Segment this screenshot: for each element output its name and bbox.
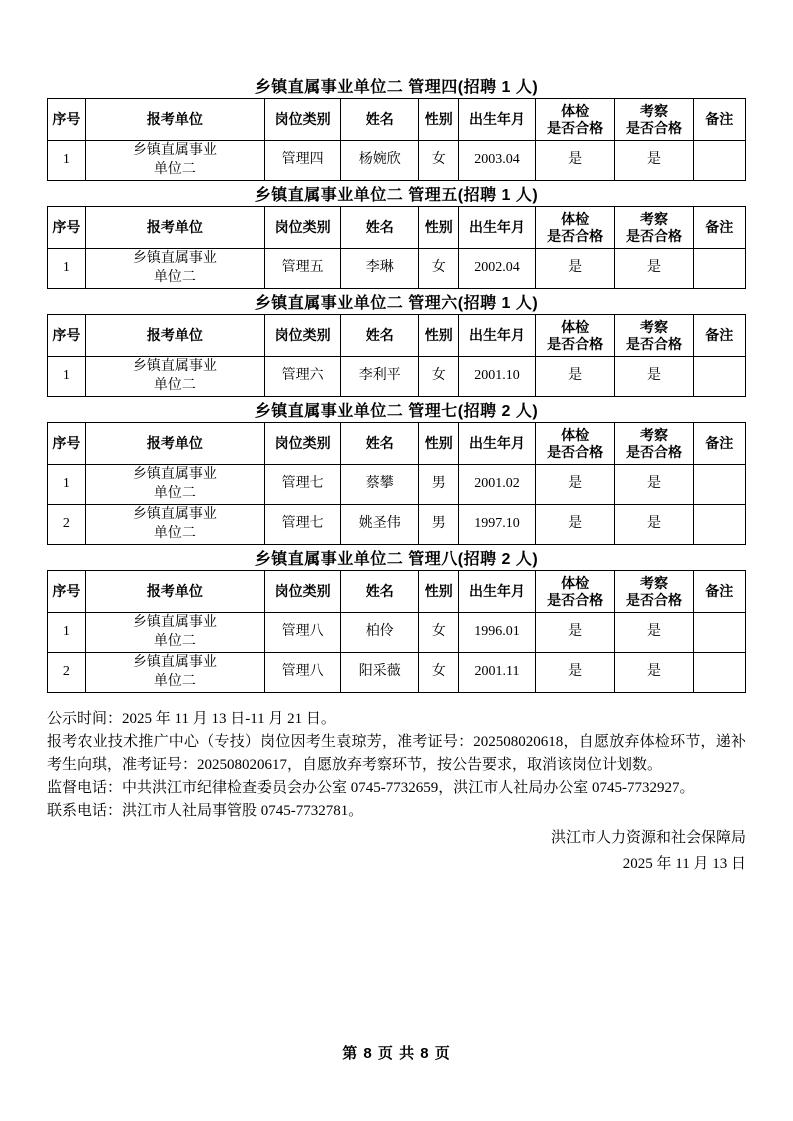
col-header-name: 姓名: [341, 207, 419, 249]
signature-date: 2025 年 11 月 13 日: [622, 856, 746, 872]
table-section-guanli8: [47, 550, 746, 693]
note-publicity-period: 公示时间：2025 年 11 月 13 日-11 月 21 日。: [47, 711, 336, 727]
col-header-physical: [535, 571, 615, 613]
cell-birth: 2001.02: [459, 465, 536, 505]
unit-line: 乡镇直属事业: [132, 507, 217, 523]
cell-birth: 2001.11: [459, 653, 536, 693]
unit-line: 乡镇直属事业: [132, 615, 217, 631]
cell-birth: 1996.01: [459, 613, 536, 653]
unit-line: 单位二: [153, 673, 196, 689]
table-title: 乡镇直属事业单位二 管理八(招聘 2 人): [254, 551, 539, 568]
col-header-name: 姓名: [341, 99, 419, 141]
cell-gender: 女: [419, 653, 459, 693]
col-header-post: 岗位类别: [265, 315, 341, 357]
table-header-row: [48, 571, 746, 613]
col-header-birth: 出生年月: [459, 315, 536, 357]
cell-inspection: 是: [615, 357, 693, 397]
cell-birth: 2002.04: [459, 249, 536, 289]
cell-post: 管理八: [265, 653, 341, 693]
unit-line: 乡镇直属事业: [132, 655, 217, 671]
header-line: 体检: [561, 102, 590, 119]
header-line: 体检: [561, 574, 590, 591]
footer-notes: [47, 708, 746, 823]
cell-physical: 是: [535, 249, 615, 289]
note-supervision-phone: 监督电话：中共洪江市纪律检查委员会办公室 0745-7732659，洪江市人社局办公室 0745-7732927。: [47, 780, 695, 796]
cell-birth: 1997.10: [459, 505, 536, 545]
col-header-physical: [535, 99, 615, 141]
cell-birth: 2001.10: [459, 357, 536, 397]
recruitment-table: [47, 206, 746, 289]
cell-remark: [693, 357, 745, 397]
cell-post: 管理七: [265, 465, 341, 505]
col-header-no: 序号: [48, 315, 86, 357]
cell-gender: 女: [419, 613, 459, 653]
cell-physical: 是: [535, 357, 615, 397]
col-header-physical: [535, 207, 615, 249]
cell-no: 1: [48, 141, 86, 181]
col-header-gender: 性别: [419, 571, 459, 613]
cell-physical: 是: [535, 653, 615, 693]
header-line: 体检: [561, 426, 590, 443]
cell-name: 李利平: [341, 357, 419, 397]
document-content: [47, 0, 746, 877]
col-header-unit: 报考单位: [85, 99, 264, 141]
table-section-guanli4: [47, 78, 746, 181]
col-header-birth: 出生年月: [459, 571, 536, 613]
col-header-birth: 出生年月: [459, 207, 536, 249]
table-title: 乡镇直属事业单位二 管理六(招聘 1 人): [254, 295, 539, 312]
unit-line: 单位二: [153, 161, 196, 177]
signature-org: 洪江市人力资源和社会保障局: [550, 830, 746, 846]
signature-block: [47, 825, 746, 877]
col-header-remark: 备注: [693, 571, 745, 613]
header-line: 考察: [640, 574, 669, 591]
col-header-no: 序号: [48, 207, 86, 249]
cell-inspection: 是: [615, 465, 693, 505]
table-title: 乡镇直属事业单位二 管理七(招聘 2 人): [254, 403, 539, 420]
col-header-name: 姓名: [341, 423, 419, 465]
cell-gender: 男: [419, 465, 459, 505]
col-header-no: 序号: [48, 571, 86, 613]
header-line: 是否合格: [626, 591, 683, 608]
cell-name: 阳采薇: [341, 653, 419, 693]
cell-post: 管理七: [265, 505, 341, 545]
header-line: 是否合格: [626, 119, 683, 136]
unit-line: 乡镇直属事业: [132, 467, 217, 483]
table-section-guanli7: [47, 402, 746, 545]
cell-inspection: 是: [615, 505, 693, 545]
col-header-remark: 备注: [693, 207, 745, 249]
cell-gender: 女: [419, 357, 459, 397]
col-header-physical: [535, 315, 615, 357]
col-header-gender: 性别: [419, 315, 459, 357]
cell-inspection: 是: [615, 613, 693, 653]
unit-line: 乡镇直属事业: [132, 251, 217, 267]
col-header-remark: 备注: [693, 315, 745, 357]
table-row: [48, 505, 746, 545]
cell-unit: [85, 141, 264, 181]
cell-inspection: 是: [615, 653, 693, 693]
col-header-no: 序号: [48, 99, 86, 141]
cell-gender: 女: [419, 141, 459, 181]
cell-remark: [693, 613, 745, 653]
col-header-remark: 备注: [693, 423, 745, 465]
cell-name: 李琳: [341, 249, 419, 289]
col-header-unit: 报考单位: [85, 423, 264, 465]
col-header-post: 岗位类别: [265, 99, 341, 141]
cell-physical: 是: [535, 505, 615, 545]
unit-line: 单位二: [153, 633, 196, 649]
cell-no: 1: [48, 613, 86, 653]
header-line: 考察: [640, 426, 669, 443]
unit-line: 乡镇直属事业: [132, 143, 217, 159]
table-section-guanli6: [47, 294, 746, 397]
header-line: 是否合格: [547, 227, 604, 244]
cell-no: 1: [48, 249, 86, 289]
cell-physical: 是: [535, 465, 615, 505]
cell-remark: [693, 465, 745, 505]
header-line: 是否合格: [547, 443, 604, 460]
col-header-unit: 报考单位: [85, 207, 264, 249]
header-line: 是否合格: [547, 335, 604, 352]
col-header-inspection: [615, 423, 693, 465]
cell-name: 蔡攀: [341, 465, 419, 505]
cell-post: 管理六: [265, 357, 341, 397]
cell-post: 管理八: [265, 613, 341, 653]
cell-no: 1: [48, 357, 86, 397]
table-row: [48, 357, 746, 397]
col-header-inspection: [615, 571, 693, 613]
cell-name: 柏伶: [341, 613, 419, 653]
cell-post: 管理四: [265, 141, 341, 181]
col-header-birth: 出生年月: [459, 423, 536, 465]
table-header-row: [48, 207, 746, 249]
unit-line: 乡镇直属事业: [132, 359, 217, 375]
header-line: 是否合格: [547, 591, 604, 608]
cell-no: 2: [48, 653, 86, 693]
cell-inspection: 是: [615, 141, 693, 181]
header-line: 是否合格: [626, 443, 683, 460]
col-header-name: 姓名: [341, 315, 419, 357]
cell-gender: 男: [419, 505, 459, 545]
col-header-remark: 备注: [693, 99, 745, 141]
cell-physical: 是: [535, 141, 615, 181]
cell-remark: [693, 653, 745, 693]
table-row: [48, 613, 746, 653]
col-header-inspection: [615, 207, 693, 249]
col-header-post: 岗位类别: [265, 571, 341, 613]
cell-unit: [85, 465, 264, 505]
col-header-birth: 出生年月: [459, 99, 536, 141]
cell-unit: [85, 357, 264, 397]
col-header-no: 序号: [48, 423, 86, 465]
cell-physical: 是: [535, 613, 615, 653]
recruitment-table: [47, 570, 746, 693]
recruitment-table: [47, 98, 746, 181]
table-header-row: [48, 315, 746, 357]
col-header-gender: 性别: [419, 99, 459, 141]
unit-line: 单位二: [153, 377, 196, 393]
cell-post: 管理五: [265, 249, 341, 289]
header-line: 体检: [561, 210, 590, 227]
unit-line: 单位二: [153, 525, 196, 541]
header-line: 考察: [640, 102, 669, 119]
col-header-unit: 报考单位: [85, 315, 264, 357]
cell-remark: [693, 249, 745, 289]
cell-unit: [85, 653, 264, 693]
note-contact-phone: 联系电话：洪江市人社局事管股 0745-7732781。: [47, 803, 364, 819]
note-waiver-explanation: 报考农业技术推广中心（专技）岗位因考生袁琼芳，准考证号：202508020618，自愿放弃体检环节，递补考生向琪，准考证号：202508020617，自愿放弃考察环节，按公告要求，取消该岗位计划数。: [47, 734, 746, 773]
cell-no: 1: [48, 465, 86, 505]
header-line: 是否合格: [547, 119, 604, 136]
table-row: [48, 465, 746, 505]
col-header-post: 岗位类别: [265, 423, 341, 465]
col-header-inspection: [615, 315, 693, 357]
col-header-name: 姓名: [341, 571, 419, 613]
table-title: 乡镇直属事业单位二 管理五(招聘 1 人): [254, 187, 539, 204]
cell-remark: [693, 141, 745, 181]
cell-name: 姚圣伟: [341, 505, 419, 545]
table-section-guanli5: [47, 186, 746, 289]
col-header-physical: [535, 423, 615, 465]
table-row: [48, 141, 746, 181]
col-header-unit: 报考单位: [85, 571, 264, 613]
header-line: 是否合格: [626, 335, 683, 352]
header-line: 体检: [561, 318, 590, 335]
cell-unit: [85, 613, 264, 653]
header-line: 是否合格: [626, 227, 683, 244]
table-row: [48, 249, 746, 289]
cell-birth: 2003.04: [459, 141, 536, 181]
cell-unit: [85, 505, 264, 545]
table-row: [48, 653, 746, 693]
header-line: 考察: [640, 210, 669, 227]
table-title: 乡镇直属事业单位二 管理四(招聘 1 人): [254, 79, 539, 96]
unit-line: 单位二: [153, 269, 196, 285]
col-header-inspection: [615, 99, 693, 141]
recruitment-table: [47, 314, 746, 397]
cell-no: 2: [48, 505, 86, 545]
table-header-row: [48, 99, 746, 141]
cell-unit: [85, 249, 264, 289]
recruitment-table: [47, 422, 746, 545]
cell-inspection: 是: [615, 249, 693, 289]
cell-name: 杨婉欣: [341, 141, 419, 181]
header-line: 考察: [640, 318, 669, 335]
col-header-gender: 性别: [419, 423, 459, 465]
col-header-gender: 性别: [419, 207, 459, 249]
unit-line: 单位二: [153, 485, 196, 501]
cell-gender: 女: [419, 249, 459, 289]
page-number: 第 8 页 共 8 页: [342, 1045, 451, 1062]
cell-remark: [693, 505, 745, 545]
col-header-post: 岗位类别: [265, 207, 341, 249]
table-header-row: [48, 423, 746, 465]
